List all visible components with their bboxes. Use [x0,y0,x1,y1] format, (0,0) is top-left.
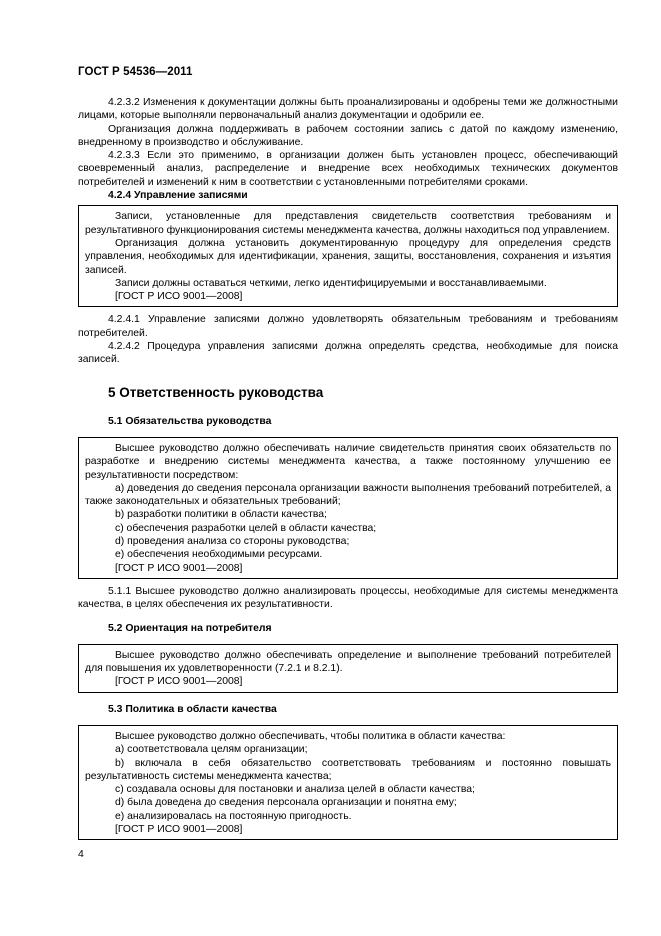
heading-5-3: 5.3 Политика в области качества [108,703,277,715]
box-paragraph: Высшее руководство должно обеспечивать определение и выполнение требований потребителей для повышения их удовлетворенности (7.2.1 и 8.2.1). [85,649,611,675]
clause-4-2-3-3: 4.2.3.3 Если это применимо, в организации должен быть установлен процесс, обеспечивающий своевременный анализ, распределение и внедрение всех необходимых технических документов потребителей и изменений к ним в соответствии с установленными потребителями сроками. [78,150,618,188]
list-item: a) доведения до сведения персонала организации важности выполнения требований потребителей, а также законодательных и обязательных требований; [85,482,611,508]
list-item: e) анализировалась на постоянную пригодность. [115,810,352,822]
section-5-heading: 5 Ответственность руководства [108,384,324,400]
list-item: a) соответствовала целям организации; [115,744,308,756]
quote-box-5-2 [78,644,618,693]
list-item: c) обеспечения разработки целей в области качества; [115,522,377,534]
list-item: b) включала в себя обязательство соответствовать требованиям и постоянно повышать результативность системы менеджмента качества; [85,757,611,782]
quote-box-5-3 [78,725,618,840]
list-item: c) создавала основы для постановки и анализа целей в области качества; [115,784,475,796]
clause-4-2-4-2: 4.2.4.2 Процедура управления записями должна определять средства, необходимые для поиска записей. [78,341,618,366]
box-paragraph: Высшее руководство должно обеспечивать, чтобы политика в области качества: [115,730,506,742]
clause-4-2-4-1: 4.2.4.1 Управление записями должно удовлетворять обязательным требованиям и требованиям потребителей. [78,314,618,339]
box-paragraph: Записи должны оставаться четкими, легко идентифицируемыми и восстанавливаемыми. [115,277,547,289]
list-item: b) разработки политики в области качества; [115,509,327,521]
document-header: ГОСТ Р 54536—2011 [78,66,193,78]
standard-reference: [ГОСТ Р ИСО 9001—2008] [115,824,243,836]
list-item: d) была доведена до сведения персонала организации и понятна ему; [115,797,457,809]
quote-box-4-2-4 [78,205,618,307]
box-paragraph: Записи, установленные для представления свидетельств соответствия требованиям и результативного функционирования системы менеджмента качества, должны находиться под управлением. [85,211,611,236]
quote-box-5-1 [78,437,618,579]
page-number: 4 [78,849,84,860]
clause-5-1-1: 5.1.1 Высшее руководство должно анализировать процессы, необходимые для системы менеджмента качества, в целях обеспечения их результативности. [78,585,618,611]
clause-4-2-3-2: 4.2.3.2 Изменения к документации должны быть проанализированы и одобрены теми же должностными лицами, которые выполняли первоначальный анализ документации и одобрили ее. [78,97,618,122]
list-item: e) обеспечения необходимыми ресурсами. [115,549,323,561]
heading-5-2: 5.2 Ориентация на потребителя [108,622,272,634]
list-item: d) проведения анализа со стороны руководства; [115,536,350,548]
standard-reference: [ГОСТ Р ИСО 9001—2008] [115,291,243,303]
box-paragraph: Высшее руководство должно обеспечивать наличие свидетельств принятия своих обязательств по разработке и внедрению системы менеджмента качества, а также постоянному улучшению ее результативности посредством: [85,442,611,481]
heading-5-1: 5.1 Обязательства руководства [108,415,272,427]
standard-reference: [ГОСТ Р ИСО 9001—2008] [115,562,243,574]
box-paragraph: Организация должна установить документированную процедуру для определения средств управления, необходимых для идентификации, хранения, защиты, восстановления, сохранения и изъятия записей. [85,237,611,276]
page-content [78,96,618,840]
paragraph: Организация должна поддерживать в рабочем состоянии запись с датой по каждому изменению, внедренному в производство и обслуживание. [78,123,618,148]
heading-4-2-4: 4.2.4 Управление записями [108,190,248,202]
standard-reference: [ГОСТ Р ИСО 9001—2008] [115,676,243,688]
